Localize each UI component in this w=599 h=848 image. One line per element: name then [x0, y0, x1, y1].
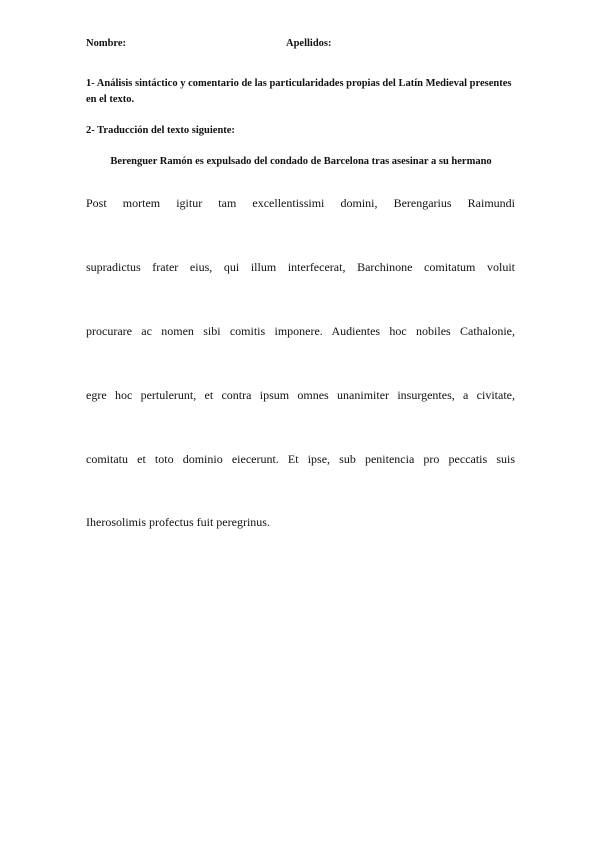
question-1: 1- Análisis sintáctico y comentario de las particularidades propias del Latín Medieval presentes en el texto. [86, 78, 512, 105]
apellidos-label: Apellidos: [286, 38, 332, 49]
question-2: 2- Traducción del texto siguiente: [86, 125, 235, 136]
latin-text-line: supradictus frater eius, qui illum interfecerat, Barchinone comitatum voluit [86, 260, 515, 274]
latin-text-line: comitatu et toto dominio eiecerunt. Et ipse, sub penitencia pro peccatis suis [86, 452, 515, 466]
latin-text-line: Iherosolimis profectus fuit peregrinus. [86, 515, 270, 529]
latin-text-line: egre hoc pertulerunt, et contra ipsum omnes unanimiter insurgentes, a civitate, [86, 388, 515, 402]
student-info-header [86, 38, 516, 52]
latin-text-line: Post mortem igitur tam excellentissimi domini, Berengarius Raimundi [86, 196, 515, 210]
text-title: Berenguer Ramón es expulsado del condado de Barcelona tras asesinar a su hermano [110, 156, 492, 167]
nombre-label: Nombre: [86, 38, 127, 49]
latin-text-line: procurare ac nomen sibi comitis imponere. Audientes hoc nobiles Cathalonie, [86, 324, 515, 338]
